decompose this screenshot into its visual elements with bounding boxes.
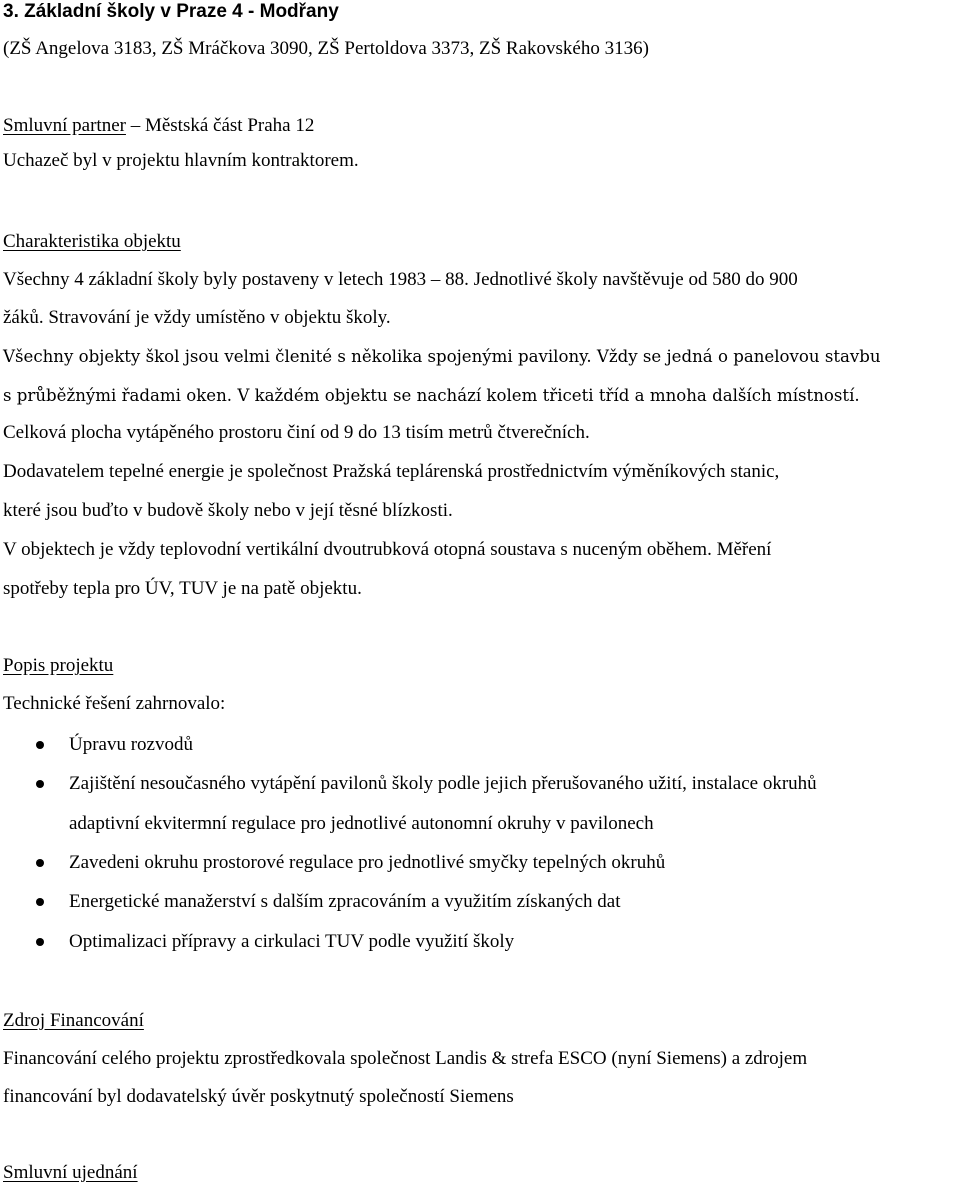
partner-label: Smluvní partner [3,115,126,136]
characteristics-line: Všechny 4 základní školy byly postaveny v letech 1983 – 88. Jednotlivé školy navštěvuje od 580 do 900 [3,269,798,290]
partner-line [3,114,314,138]
list-item: Zajištění nesoučasného vytápění pavilonů školy podle jejich přerušovaného užití, instalace okruhů [69,773,817,794]
project-heading: Popis projektu [3,655,114,676]
characteristics-line: V objektech je vždy teplovodní vertikální dvoutrubková otopná soustava s nuceným oběhem. Měření [3,539,772,560]
page-subtitle: (ZŠ Angelova 3183, ZŠ Mráčkova 3090, ZŠ Pertoldova 3373, ZŠ Rakovského 3136) [3,38,649,59]
characteristics-line: které jsou buďto v budově školy nebo v její těsné blízkosti. [3,500,453,521]
characteristics-line: Všechny objekty škol jsou velmi členité s několika spojenými pavilony. Vždy se jedná o panelovou stavbu [3,347,881,366]
partner-value: – Městská část Praha 12 [125,115,315,136]
bullet-icon [36,898,44,906]
list-item: Zavedeni okruhu prostorové regulace pro jednotlivé smyčky tepelných okruhů [69,852,666,873]
partner-note: Uchazeč byl v projektu hlavním kontraktorem. [3,150,359,171]
characteristics-line: s průběžnými řadami oken. V každém objektu se nachází kolem třiceti tříd a mnoha dalších místností. [3,386,860,405]
list-item: Optimalizaci přípravy a cirkulaci TUV podle využití školy [69,931,515,952]
bullet-icon [36,741,44,749]
page-title: 3. Základní školy v Praze 4 - Modřany [3,1,339,22]
list-item: Energetické manažerství s dalším zpracováním a využitím získaných dat [69,891,621,912]
characteristics-line: spotřeby tepla pro ÚV, TUV je na patě objektu. [3,578,362,599]
bullet-icon [36,938,44,946]
financing-line: financování byl dodavatelský úvěr poskytnutý společností Siemens [3,1086,514,1107]
project-intro: Technické řešení zahrnovalo: [3,693,226,714]
financing-line: Financování celého projektu zprostředkovala společnost Landis & strefa ESCO (nyní Siemens) a zdrojem [3,1048,808,1069]
characteristics-line: Dodavatelem tepelné energie je společnost Pražská teplárenská prostřednictvím výměníkových stanic, [3,461,780,482]
bullet-icon [36,859,44,867]
financing-heading: Zdroj Financování [3,1010,144,1031]
characteristics-line: Celková plocha vytápěného prostoru činí od 9 do 13 tisím metrů čtverečních. [3,422,590,443]
list-item-continuation: adaptivní ekvitermní regulace pro jednotlivé autonomní okruhy v pavilonech [69,813,654,834]
bullet-icon [36,780,44,788]
characteristics-heading: Charakteristika objektu [3,231,181,252]
list-item: Úpravu rozvodů [69,734,193,755]
agreement-heading: Smluvní ujednání [3,1162,138,1183]
characteristics-line: žáků. Stravování je vždy umístěno v objektu školy. [3,307,391,328]
